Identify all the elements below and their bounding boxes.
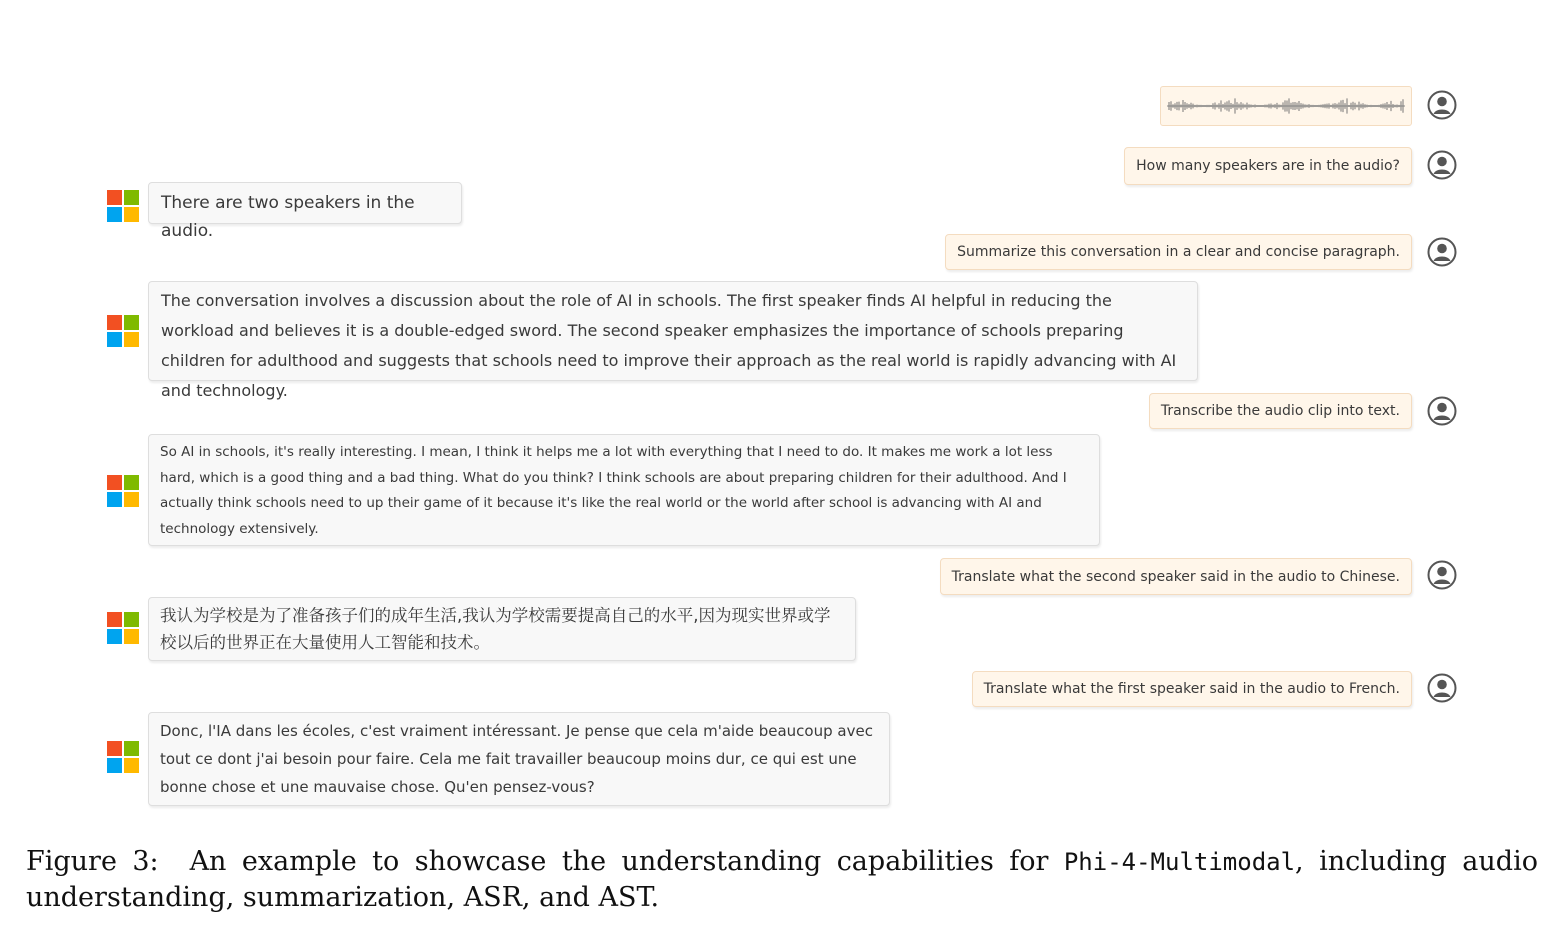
user-message xyxy=(972,671,1412,707)
model-name: Phi-4-Multimodal xyxy=(1063,848,1296,876)
assistant-message-text: The conversation involves a discussion about the role of AI in schools. The first speaker finds AI helpful in reducing the workload and believes it is a double-edged sword. The second speaker emphasizes the importance of schools preparing children for adulthood and suggests that schools need to improve their approach as the real world is rapidly advancing with AI and technology. xyxy=(161,291,1177,400)
assistant-message-text: There are two speakers in the audio. xyxy=(161,193,415,241)
microsoft-logo-icon xyxy=(107,741,139,773)
caption-text-before: An example to showcase the understanding capabilities for xyxy=(189,846,1049,877)
user-avatar-icon xyxy=(1427,396,1457,426)
user-message-text: Translate what the second speaker said in the audio to Chinese. xyxy=(951,568,1400,585)
caption-text-after: , including audio understanding, summarization, ASR, and AST. xyxy=(26,846,1538,913)
user-message xyxy=(1124,147,1412,185)
user-avatar-icon xyxy=(1427,673,1457,703)
user-message xyxy=(940,558,1412,595)
user-message xyxy=(1149,393,1412,429)
user-avatar-icon xyxy=(1427,150,1457,180)
user-avatar-icon xyxy=(1427,90,1457,120)
microsoft-logo-icon xyxy=(107,315,139,347)
assistant-message-text: 我认为学校是为了准备孩子们的成年生活,我认为学校需要提高自己的水平,因为现实世界或学校以后的世界正在大量使用人工智能和技术。 xyxy=(160,606,831,652)
assistant-message-text: So AI in schools, it's really interesting. I mean, I think it helps me a lot with everything that I need to do. It makes me work a lot less hard, which is a good thing and a bad thing. What do you think? I think schools are about preparing children for their adulthood. And I actually think schools need to up their game of it because it's like the real world or the world after school is advancing with AI and technology extensively. xyxy=(160,444,1067,537)
user-message-text: Translate what the first speaker said in the audio to French. xyxy=(983,681,1400,697)
microsoft-logo-icon xyxy=(107,475,139,507)
figure-caption xyxy=(26,844,1538,916)
figure-label: Figure 3: xyxy=(26,846,159,877)
user-message-text: Summarize this conversation in a clear and concise paragraph. xyxy=(957,244,1400,260)
assistant-message xyxy=(148,434,1100,546)
audio-waveform-icon xyxy=(1161,87,1411,125)
assistant-message xyxy=(148,281,1198,400)
user-message-text: How many speakers are in the audio? xyxy=(1136,158,1400,174)
assistant-message-text: Donc, l'IA dans les écoles, c'est vraiment intéressant. Je pense que cela m'aide beaucoup avec tout ce dont j'ai besoin pour faire. Cela me fait travailler beaucoup moins dur, ce qui est une bonne chose et une mauvaise chose. Qu'en pensez-vous? xyxy=(160,722,873,796)
user-avatar-icon xyxy=(1427,560,1457,590)
assistant-message xyxy=(148,182,462,241)
assistant-message xyxy=(148,712,890,806)
audio-message[interactable] xyxy=(1160,86,1412,126)
user-avatar-icon xyxy=(1427,237,1457,267)
microsoft-logo-icon xyxy=(107,612,139,644)
assistant-message xyxy=(148,597,856,661)
microsoft-logo-icon xyxy=(107,190,139,222)
user-message xyxy=(945,234,1412,270)
user-message-text: Transcribe the audio clip into text. xyxy=(1160,403,1400,419)
